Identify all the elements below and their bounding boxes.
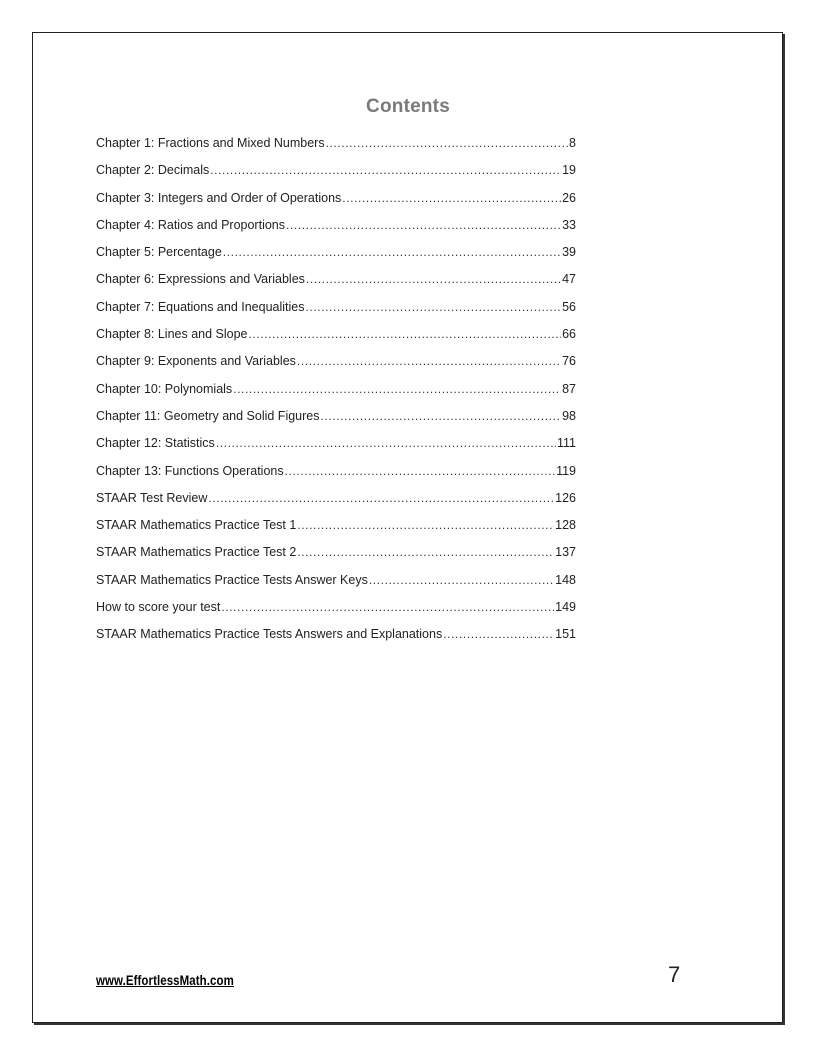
toc-entry-page: 39 <box>562 245 576 260</box>
toc-entry-page: 19 <box>562 163 576 178</box>
toc-entry <box>96 518 576 545</box>
toc-entry-label: STAAR Mathematics Practice Test 1 <box>96 518 297 533</box>
toc-entry-page: 56 <box>562 299 576 314</box>
toc-entry-label: Chapter 12: Statistics <box>96 436 215 451</box>
toc-dot-leader <box>223 245 561 259</box>
toc-entry <box>96 272 576 299</box>
toc-entry <box>96 354 576 381</box>
toc-entry-label: Chapter 9: Exponents and Variables <box>96 354 296 369</box>
toc-entry <box>96 409 576 436</box>
toc-entry-label: STAAR Mathematics Practice Tests Answer Keys <box>96 572 368 587</box>
toc-dot-leader <box>326 136 568 150</box>
website-link[interactable]: www.EffortlessMath.com <box>96 972 234 988</box>
toc-dot-leader <box>221 600 554 614</box>
toc-dot-leader <box>342 191 561 205</box>
toc-entry-label: Chapter 2: Decimals <box>96 163 210 178</box>
toc-entry <box>96 245 576 272</box>
toc-entry-label: Chapter 7: Equations and Inequalities <box>96 299 305 314</box>
toc-dot-leader <box>306 272 561 286</box>
toc-entry-page: 126 <box>555 490 576 505</box>
toc-entry-page: 33 <box>562 217 576 232</box>
toc-entry-label: Chapter 4: Ratios and Proportions <box>96 217 285 232</box>
toc-entry <box>96 436 576 463</box>
toc-entry-page: 128 <box>555 518 576 533</box>
toc-entry-page: 137 <box>555 545 576 560</box>
toc-entry-page: 98 <box>562 408 576 423</box>
toc-entry-page: 148 <box>555 572 576 587</box>
toc-entry-page: 87 <box>562 381 576 396</box>
toc-entry <box>96 136 576 163</box>
toc-entry <box>96 300 576 327</box>
toc-dot-leader <box>305 300 561 314</box>
toc-dot-leader <box>216 436 556 450</box>
toc-dot-leader <box>286 218 561 232</box>
toc-entry-label: Chapter 13: Functions Operations <box>96 463 284 478</box>
toc-entry-page: 76 <box>562 354 576 369</box>
toc-entry <box>96 573 576 600</box>
toc-entry-label: Chapter 11: Geometry and Solid Figures <box>96 408 320 423</box>
toc-entry-label: STAAR Test Review <box>96 490 208 505</box>
toc-entry <box>96 627 576 654</box>
toc-entry-label: How to score your test <box>96 600 221 615</box>
toc-dot-leader <box>297 518 554 532</box>
toc-dot-leader <box>285 464 555 478</box>
table-of-contents <box>96 136 576 655</box>
toc-dot-leader <box>249 327 562 341</box>
toc-entry <box>96 600 576 627</box>
toc-dot-leader <box>443 627 554 641</box>
toc-dot-leader <box>297 354 561 368</box>
toc-entry <box>96 491 576 518</box>
toc-entry <box>96 163 576 190</box>
toc-entry-label: STAAR Mathematics Practice Test 2 <box>96 545 297 560</box>
toc-entry <box>96 545 576 572</box>
toc-dot-leader <box>210 163 561 177</box>
page-number: 7 <box>668 962 681 987</box>
toc-entry <box>96 191 576 218</box>
toc-entry-page: 151 <box>555 627 576 642</box>
toc-dot-leader <box>321 409 562 423</box>
toc-entry-label: Chapter 10: Polynomials <box>96 381 233 396</box>
toc-entry <box>96 464 576 491</box>
toc-entry-page: 47 <box>562 272 576 287</box>
toc-entry <box>96 327 576 354</box>
toc-entry-page: 119 <box>556 463 576 478</box>
toc-entry-page: 8 <box>569 136 576 150</box>
page-title: Contents <box>366 96 450 117</box>
toc-entry-page: 66 <box>562 327 576 342</box>
toc-dot-leader <box>297 545 554 559</box>
toc-entry-page: 111 <box>556 436 576 451</box>
toc-entry-label: Chapter 5: Percentage <box>96 245 222 260</box>
toc-dot-leader <box>233 382 561 396</box>
toc-entry-label: STAAR Mathematics Practice Tests Answers and Explanations <box>96 627 443 642</box>
toc-entry-page: 26 <box>562 190 576 205</box>
toc-dot-leader <box>208 491 554 505</box>
toc-entry <box>96 218 576 245</box>
toc-entry-label: Chapter 3: Integers and Order of Operations <box>96 190 342 205</box>
toc-entry <box>96 382 576 409</box>
toc-entry-label: Chapter 1: Fractions and Mixed Numbers <box>96 136 325 150</box>
toc-entry-page: 149 <box>555 600 576 615</box>
toc-entry-label: Chapter 6: Expressions and Variables <box>96 272 305 287</box>
toc-entry-label: Chapter 8: Lines and Slope <box>96 327 248 342</box>
toc-dot-leader <box>369 573 554 587</box>
